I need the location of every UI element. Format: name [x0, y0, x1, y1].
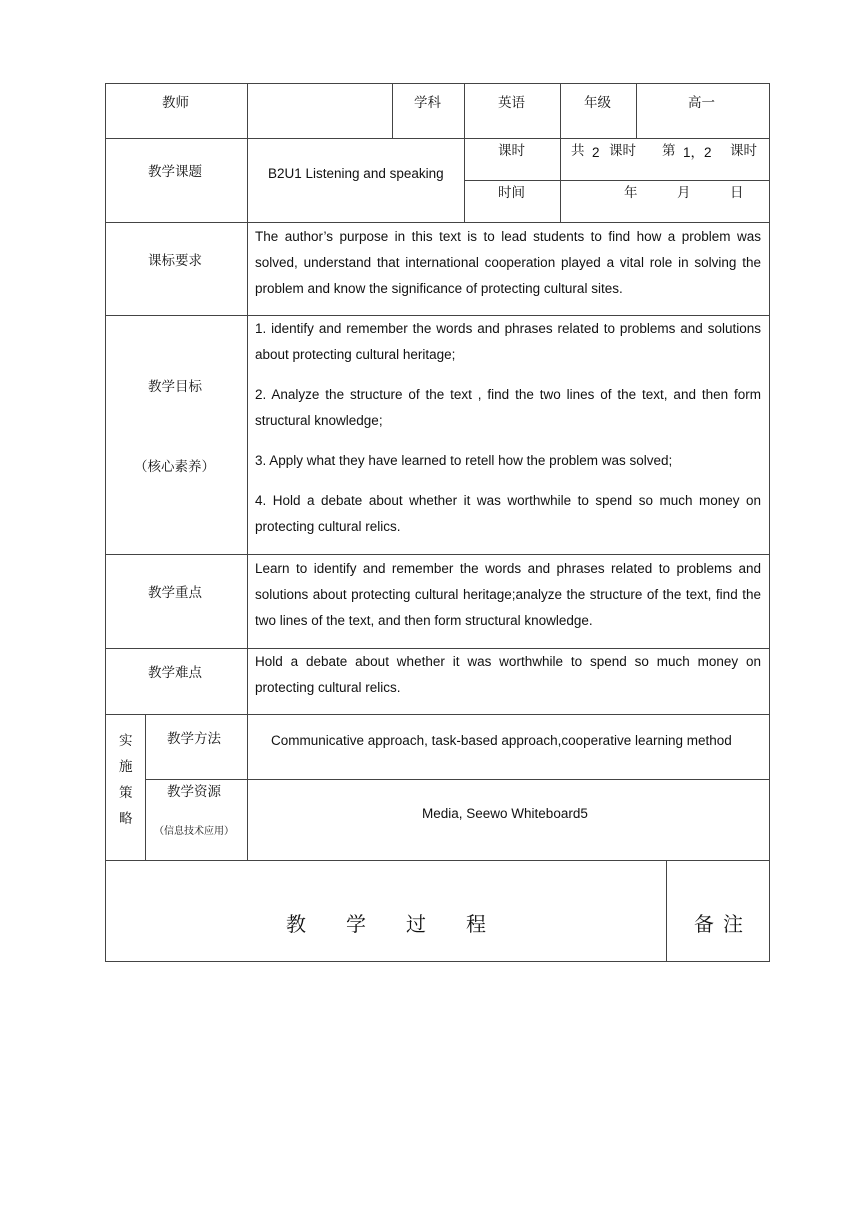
- difficulties-text: Hold a debate about whether it was worthwhile to spend so much money on protecting cultural relics.: [255, 654, 761, 695]
- nth-prefix: 第: [662, 143, 676, 159]
- period-label: 课时: [498, 143, 525, 159]
- teacher-label: 教师: [162, 95, 189, 111]
- standards-label: 课标要求: [148, 253, 202, 269]
- strategy-label-char: 略: [119, 811, 133, 827]
- objective-item: 1. identify and remember the words and phrases related to problems and solutions about protecting cultural heritage;: [255, 321, 761, 362]
- strategy-label-char: 施: [119, 759, 133, 775]
- subject-value: 英语: [498, 95, 525, 111]
- method-value: Communicative approach, task-based approach,cooperative learning method: [271, 733, 732, 748]
- objective-item: 2. Analyze the structure of the text , find the two lines of the text, and then form structural knowledge;: [255, 387, 761, 428]
- resource-label: 教学资源: [167, 784, 221, 800]
- method-label: 教学方法: [167, 731, 221, 747]
- objectives-sublabel: （核心素养）: [134, 459, 215, 475]
- objective-item: 3. Apply what they have learned to retell how the problem was solved;: [255, 453, 673, 468]
- resource-value: Media, Seewo Whiteboard5: [422, 806, 588, 821]
- topic-value: B2U1 Listening and speaking: [268, 166, 444, 181]
- time-label: 时间: [498, 185, 525, 201]
- notes-label-char: 备: [694, 912, 714, 936]
- process-label-char: 过: [406, 912, 426, 936]
- year-label: 年: [624, 185, 638, 201]
- strategy-label-char: 实: [119, 733, 133, 749]
- objective-item: 4. Hold a debate about whether it was worthwhile to spend so much money on protecting cultural relics.: [255, 493, 761, 534]
- objectives-label: 教学目标: [148, 379, 202, 395]
- month-label: 月: [677, 185, 691, 201]
- process-label-char: 学: [346, 912, 366, 936]
- resource-sublabel: （信息技术应用）: [154, 826, 234, 837]
- key-points-label: 教学重点: [148, 585, 202, 601]
- difficulties-label: 教学难点: [148, 665, 202, 681]
- total-suffix: 课时: [609, 143, 636, 159]
- grade-label: 年级: [584, 95, 611, 111]
- process-label-char: 教: [286, 912, 306, 936]
- nth-suffix: 课时: [730, 143, 757, 159]
- subject-label: 学科: [414, 95, 441, 111]
- day-label: 日: [730, 185, 744, 201]
- topic-label: 教学课题: [148, 164, 202, 180]
- objectives-list: [255, 316, 761, 540]
- notes-label-char: 注: [723, 912, 743, 936]
- strategy-label-char: 策: [119, 785, 133, 801]
- grade-value: 高一: [688, 95, 715, 111]
- standards-text: The author’s purpose in this text is to lead students to find how a problem was solved, understand that international cooperation played a vital role in solving the problem and know the significance of protecting cultural sites.: [255, 229, 761, 296]
- key-points-text: Learn to identify and remember the words and phrases related to problems and solutions about protecting cultural heritage;analyze the structure of the text, find the two lines of the text, and then form structural knowledge.: [255, 561, 761, 628]
- total-prefix: 共: [571, 143, 585, 159]
- nth-value: 1，2: [683, 145, 712, 160]
- process-label-char: 程: [466, 912, 486, 936]
- total-value: 2: [592, 145, 600, 160]
